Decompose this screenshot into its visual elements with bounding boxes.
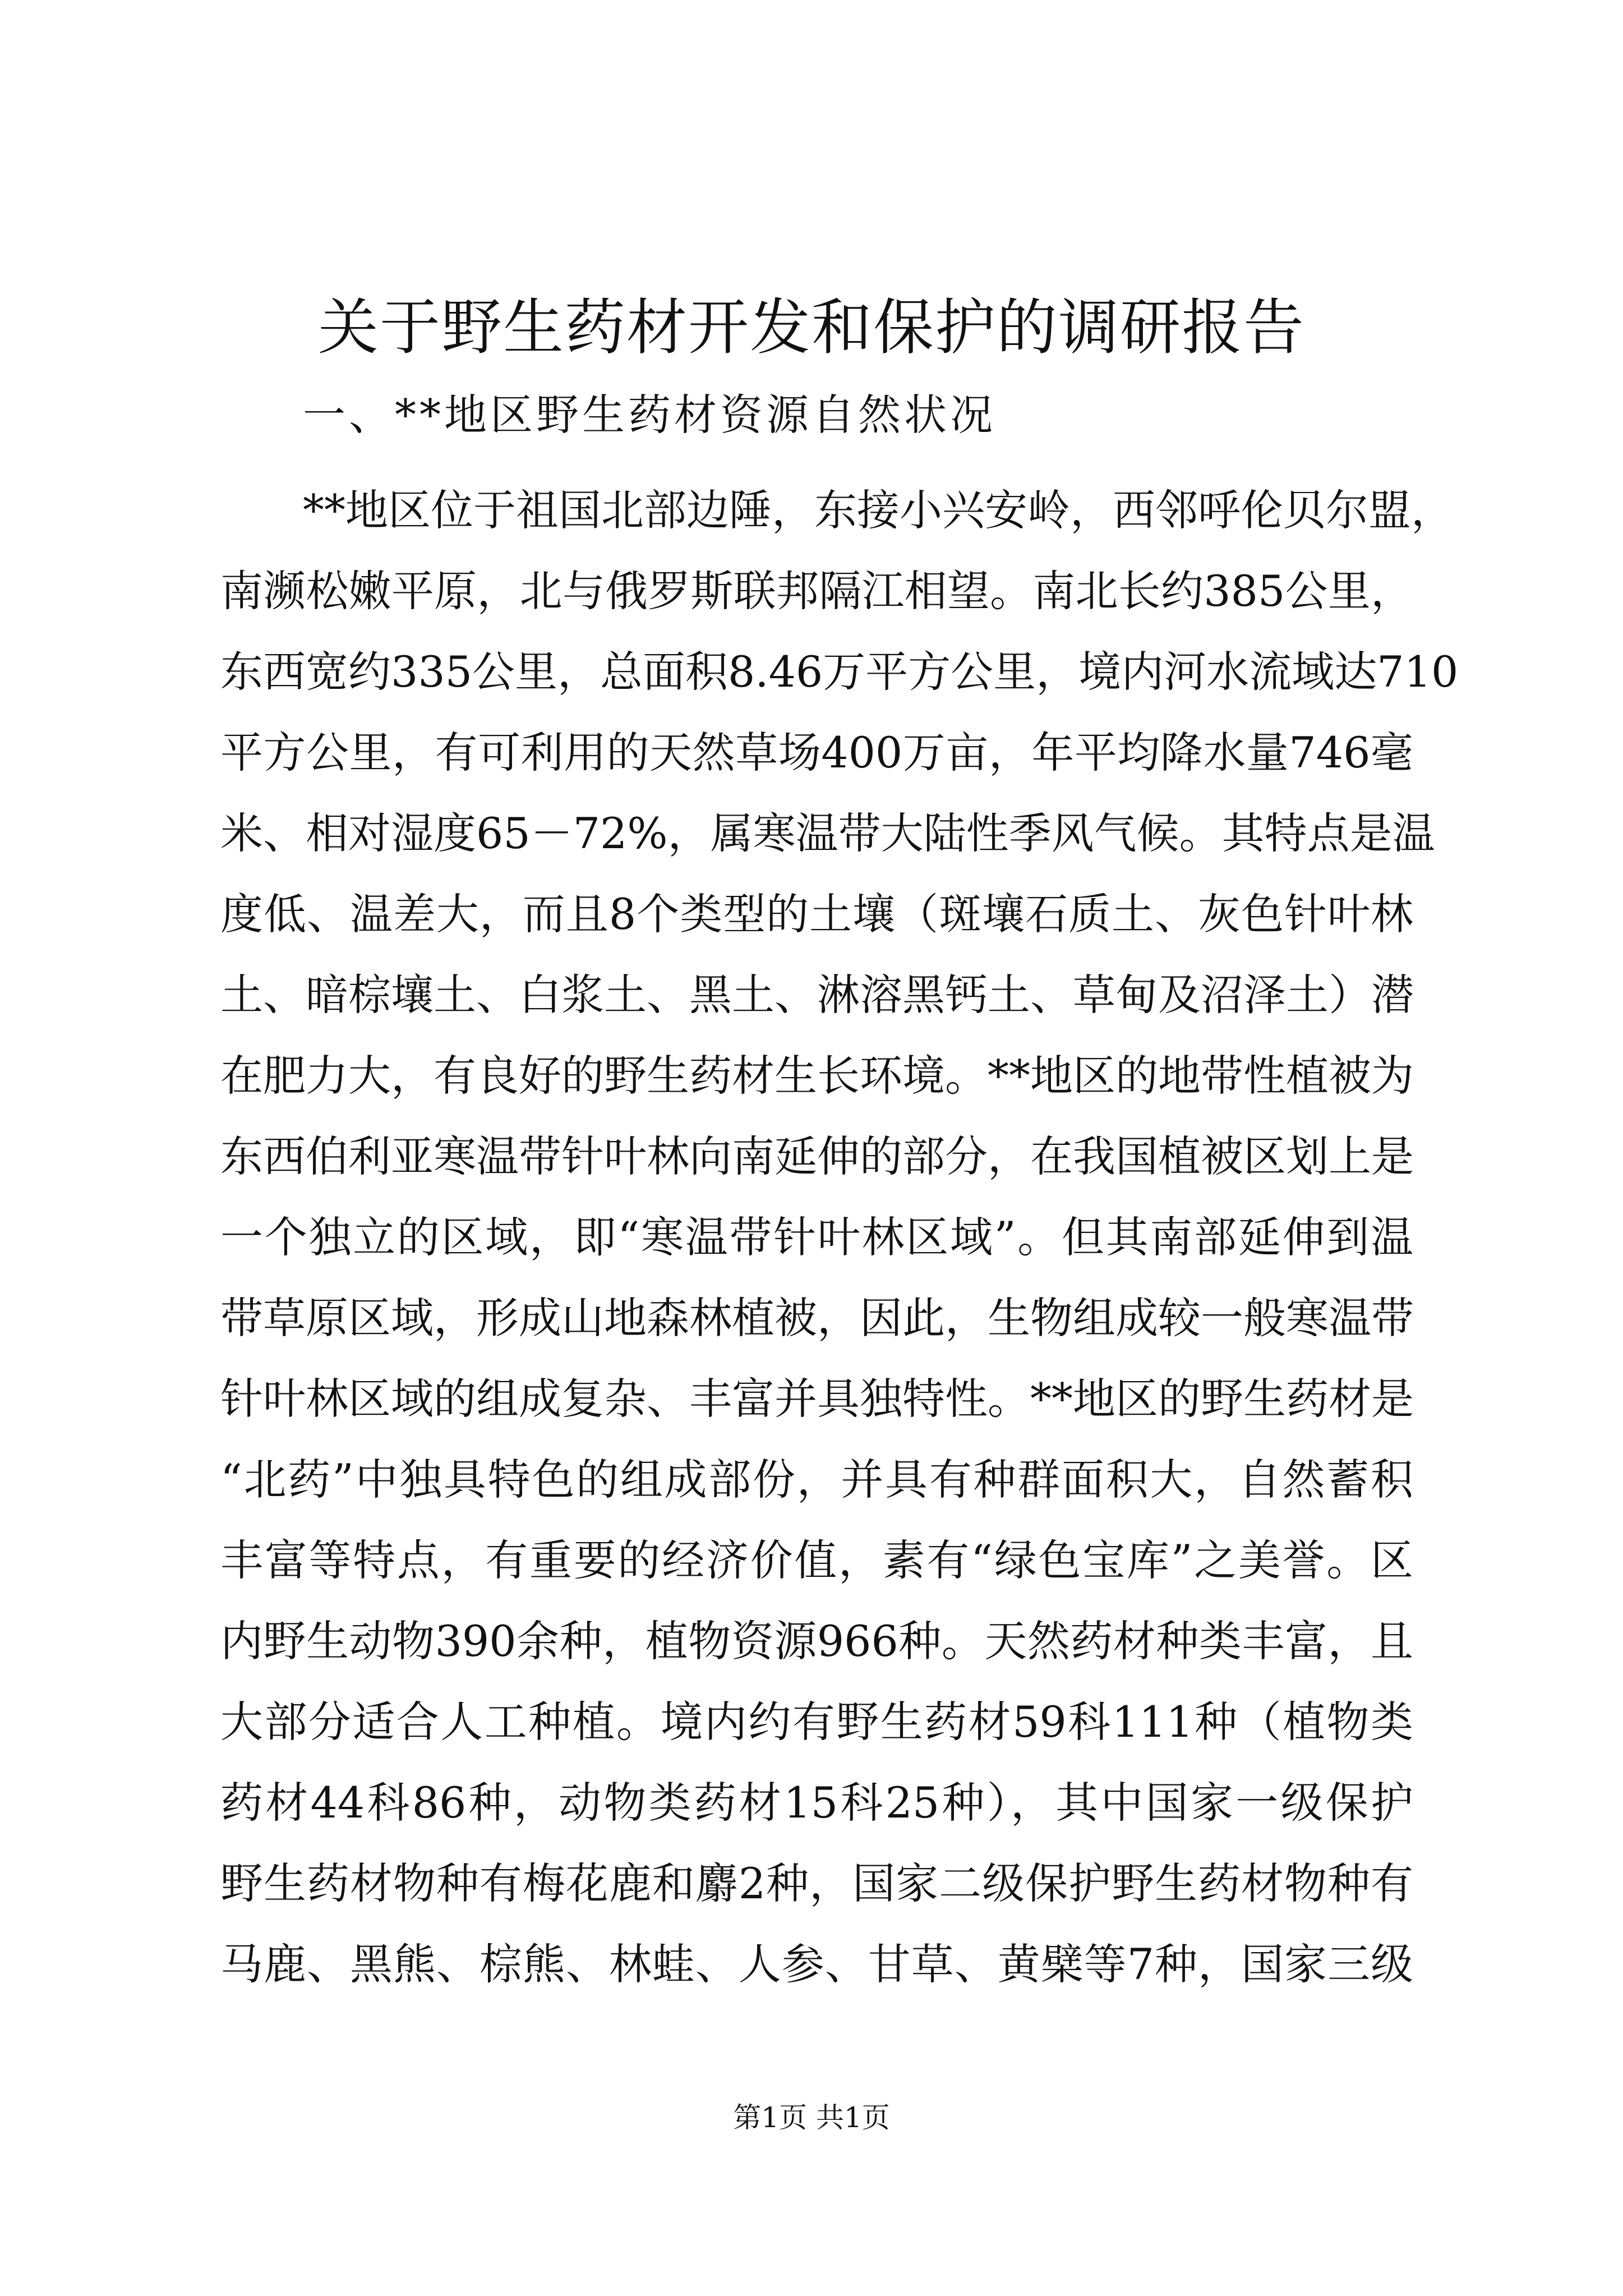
paragraph-line: 土、暗棕壤土、白浆土、黑土、淋溶黑钙土、草甸及沼泽土）潜 xyxy=(220,970,1414,1020)
page-number: 第1页 共1页 xyxy=(733,2101,890,2134)
paragraph-line: 大部分适合人工种植。境内约有野生药材59科111种（植物类 xyxy=(220,1697,1413,1747)
body-paragraph xyxy=(220,470,1459,2005)
paragraph-line: 米、相对湿度65－72%，属寒温带大陆性季风气候。其特点是温 xyxy=(220,808,1435,858)
paragraph-line: 一个独立的区域，即“寒温带针叶林区域”。但其南部延伸到温 xyxy=(220,1212,1413,1262)
paragraph-line: 东西宽约335公里，总面积8.46万平方公里，境内河水流域达710 xyxy=(220,647,1459,697)
section-heading: 一、**地区野生药材资源自然状况 xyxy=(303,390,996,440)
paragraph-line: 丰富等特点，有重要的经济价值，素有“绿色宝库”之美誉。区 xyxy=(220,1535,1413,1585)
document-title: 关于野生药材开发和保护的调研报告 xyxy=(317,293,1305,363)
paragraph-line: 药材44科86种，动物类药材15科25种），其中国家一级保护 xyxy=(220,1778,1413,1828)
paragraph-line: 内野生动物390余种，植物资源966种。天然药材种类丰富，且 xyxy=(220,1616,1413,1666)
paragraph-line: 南濒松嫩平原，北与俄罗斯联邦隔江相望。南北长约385公里， xyxy=(220,566,1413,616)
paragraph-line: 马鹿、黑熊、棕熊、林蛙、人参、甘草、黄檗等7种，国家三级 xyxy=(220,1939,1413,1989)
paragraph-line: “北药”中独具特色的组成部份，并具有种群面积大，自然蓄积 xyxy=(220,1455,1413,1504)
paragraph-line: 野生药材物种有梅花鹿和麝2种，国家二级保护野生药材物种有 xyxy=(220,1858,1413,1908)
paragraph-line: 针叶林区域的组成复杂、丰富并具独特性。**地区的野生药材是 xyxy=(220,1374,1414,1424)
paragraph-line: 东西伯利亚寒温带针叶林向南延伸的部分，在我国植被区划上是 xyxy=(220,1131,1414,1181)
paragraph-line: 在肥力大，有良好的野生药材生长环境。**地区的地带性植被为 xyxy=(220,1051,1414,1101)
paragraph-line: 平方公里，有可利用的天然草场400万亩，年平均降水量746毫 xyxy=(220,728,1413,777)
paragraph-line: 度低、温差大，而且8个类型的土壤（斑壤石质土、灰色针叶林 xyxy=(220,889,1413,939)
paragraph-line: **地区位于祖国北部边陲，东接小兴安岭，西邻呼伦贝尔盟， xyxy=(303,485,1454,535)
paragraph-line: 带草原区域，形成山地森林植被，因此，生物组成较一般寒温带 xyxy=(220,1293,1414,1343)
